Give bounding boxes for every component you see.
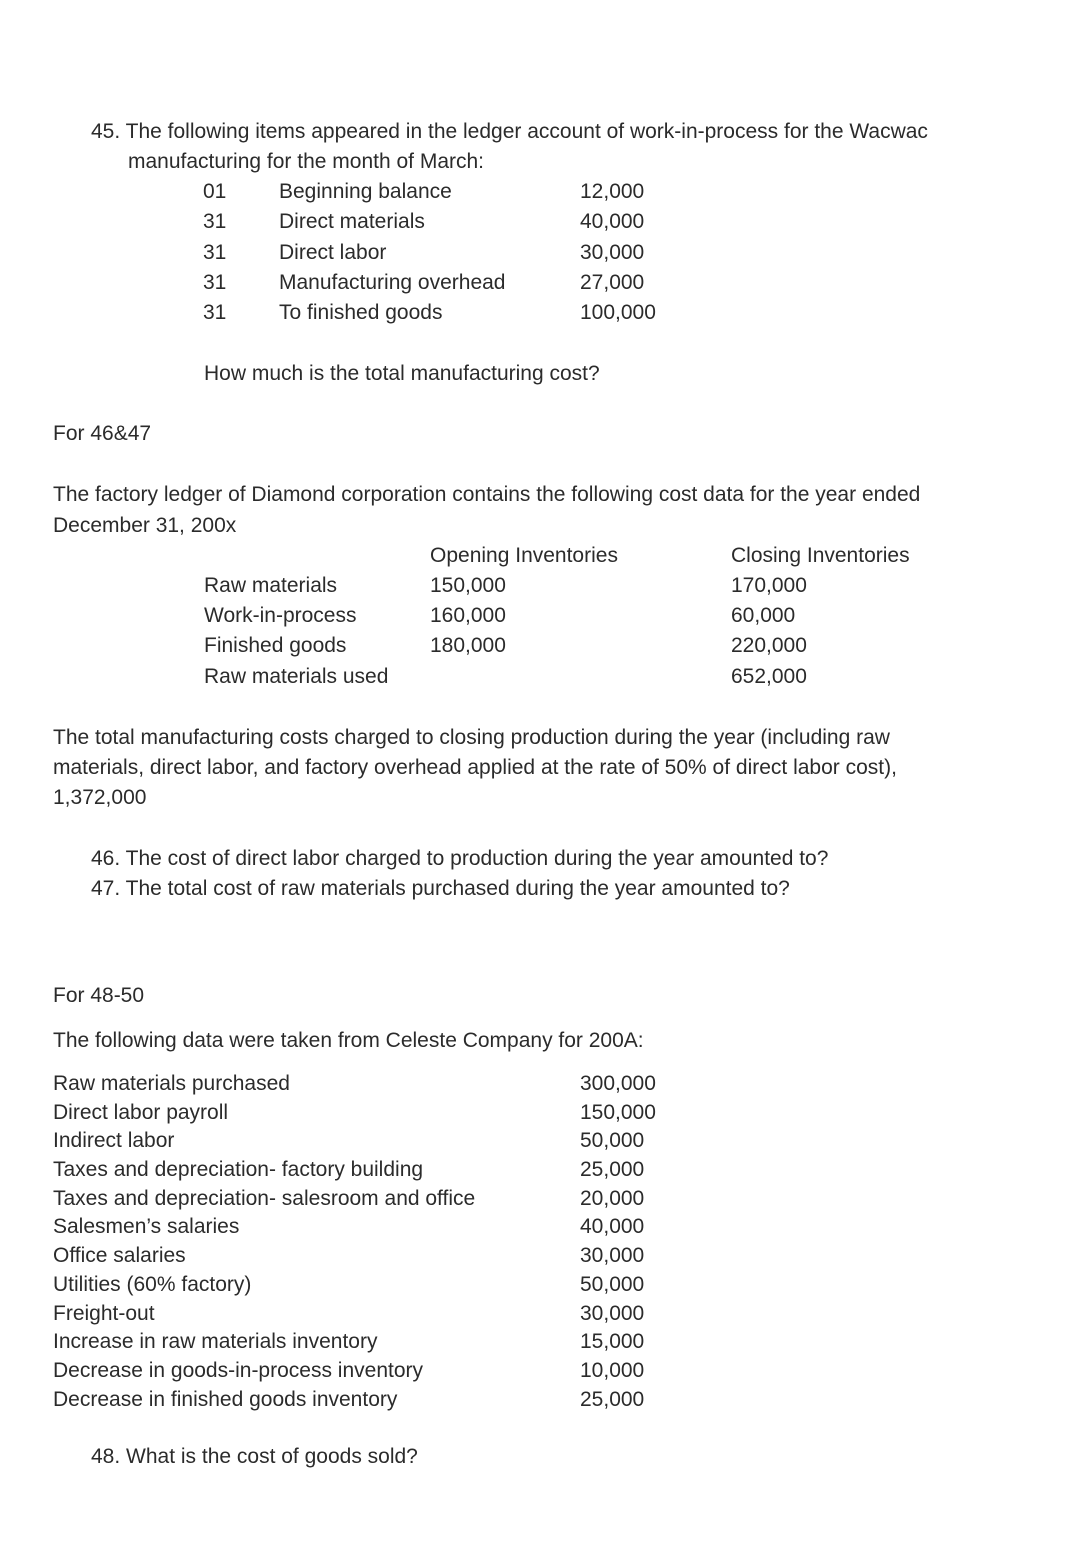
data-amount: 300,000 bbox=[580, 1072, 656, 1095]
data-amount: 25,000 bbox=[580, 1158, 645, 1182]
opening-value: 180,000 bbox=[430, 634, 506, 657]
data-item: Utilities (60% factory) bbox=[53, 1272, 252, 1296]
q48-question: 48. What is the cost of goods sold? bbox=[91, 1445, 418, 1468]
table-row bbox=[53, 1156, 673, 1185]
ledger-amount: 100,000 bbox=[580, 301, 656, 324]
data-item: Direct labor payroll bbox=[53, 1100, 229, 1124]
data-item: Increase in raw materials inventory bbox=[53, 1330, 378, 1354]
table-row bbox=[0, 238, 1080, 268]
data-amount: 150,000 bbox=[580, 1100, 656, 1124]
data-item: Office salaries bbox=[53, 1244, 186, 1268]
s4647-intro-line2: December 31, 200x bbox=[53, 514, 237, 537]
data-item: Salesmen’s salaries bbox=[53, 1215, 240, 1239]
closing-value: 220,000 bbox=[731, 634, 807, 657]
table-row bbox=[0, 601, 1080, 631]
table-row bbox=[0, 207, 1080, 237]
s4647-para-line3: 1,372,000 bbox=[53, 786, 147, 809]
ledger-item: Direct materials bbox=[279, 210, 425, 233]
table-row bbox=[0, 571, 1080, 601]
data-amount: 15,000 bbox=[580, 1330, 645, 1354]
ledger-item: To finished goods bbox=[279, 301, 443, 324]
closing-value: 60,000 bbox=[731, 604, 796, 627]
closing-value: 170,000 bbox=[731, 574, 807, 597]
q45-line2: manufacturing for the month of March: bbox=[128, 150, 485, 173]
s4647-para-line1: The total manufacturing costs charged to closing production during the year (including raw bbox=[53, 726, 890, 749]
table-row bbox=[53, 1357, 673, 1386]
table-row bbox=[0, 662, 1080, 692]
data-item: Raw materials purchased bbox=[53, 1072, 290, 1095]
ledger-item: Beginning balance bbox=[279, 180, 452, 203]
data-item: Indirect labor bbox=[53, 1129, 175, 1153]
section-label-46-47: For 46&47 bbox=[53, 422, 152, 445]
ledger-amount: 30,000 bbox=[580, 241, 645, 264]
q47-question: 47. The total cost of raw materials purchased during the year amounted to? bbox=[91, 877, 790, 900]
inventory-item: Work-in-process bbox=[204, 604, 357, 627]
table-row bbox=[0, 298, 1080, 328]
data-amount: 50,000 bbox=[580, 1272, 645, 1296]
closing-value: 652,000 bbox=[731, 665, 807, 688]
table-row bbox=[53, 1213, 673, 1242]
s4647-para-line2: materials, direct labor, and factory overhead applied at the rate of 50% of direct labor cost), bbox=[53, 756, 897, 779]
data-amount: 25,000 bbox=[580, 1387, 645, 1411]
s4647-intro-line1: The factory ledger of Diamond corporation contains the following cost data for the year ended bbox=[53, 483, 921, 506]
table-row bbox=[53, 1127, 673, 1156]
table-row bbox=[0, 631, 1080, 661]
table-row bbox=[53, 1242, 673, 1271]
data-item: Decrease in goods-in-process inventory bbox=[53, 1358, 424, 1382]
table-row bbox=[53, 1386, 673, 1415]
ledger-item: Direct labor bbox=[279, 241, 387, 264]
data-amount: 50,000 bbox=[580, 1129, 645, 1153]
ledger-amount: 12,000 bbox=[580, 180, 645, 203]
table-row bbox=[53, 1328, 673, 1357]
q46-question: 46. The cost of direct labor charged to production during the year amounted to? bbox=[91, 847, 829, 870]
data-item: Taxes and depreciation- salesroom and office bbox=[53, 1186, 476, 1210]
ledger-item: Manufacturing overhead bbox=[279, 271, 506, 294]
data-amount: 10,000 bbox=[580, 1358, 645, 1382]
data-amount: 30,000 bbox=[580, 1244, 645, 1268]
data-item: Freight-out bbox=[53, 1301, 155, 1325]
opening-value: 160,000 bbox=[430, 604, 506, 627]
ledger-amount: 27,000 bbox=[580, 271, 645, 294]
ledger-amount: 40,000 bbox=[580, 210, 645, 233]
ledger-day: 31 bbox=[203, 271, 227, 294]
q45-question: How much is the total manufacturing cost? bbox=[204, 362, 600, 385]
section-label-48-50: For 48-50 bbox=[53, 984, 145, 1007]
q45-line1: 45. The following items appeared in the ledger account of work-in-process for the Wacwac bbox=[91, 120, 928, 143]
table-row bbox=[53, 1099, 673, 1128]
data-item: Taxes and depreciation- factory building bbox=[53, 1158, 424, 1182]
data-amount: 20,000 bbox=[580, 1186, 645, 1210]
table-row bbox=[53, 1185, 673, 1214]
col-closing-inventories: Closing Inventories bbox=[731, 544, 910, 567]
ledger-day: 31 bbox=[203, 301, 227, 324]
table-row bbox=[0, 268, 1080, 298]
data-amount: 40,000 bbox=[580, 1215, 645, 1239]
col-opening-inventories: Opening Inventories bbox=[430, 544, 618, 567]
ledger-day: 31 bbox=[203, 210, 227, 233]
ledger-day: 31 bbox=[203, 241, 227, 264]
table-header bbox=[0, 541, 1080, 571]
opening-value: 150,000 bbox=[430, 574, 506, 597]
inventory-item: Raw materials used bbox=[204, 665, 389, 688]
table-row bbox=[53, 1271, 673, 1300]
inventory-item: Raw materials bbox=[204, 574, 338, 597]
ledger-day: 01 bbox=[203, 180, 227, 203]
table-row bbox=[53, 1070, 673, 1099]
celeste-data-table bbox=[53, 1070, 673, 1414]
inventory-item: Finished goods bbox=[204, 634, 347, 657]
s4850-intro: The following data were taken from Celeste Company for 200A: bbox=[53, 1029, 644, 1052]
data-amount: 30,000 bbox=[580, 1301, 645, 1325]
data-item: Decrease in finished goods inventory bbox=[53, 1387, 398, 1411]
table-row bbox=[0, 177, 1080, 207]
table-row bbox=[53, 1300, 673, 1329]
